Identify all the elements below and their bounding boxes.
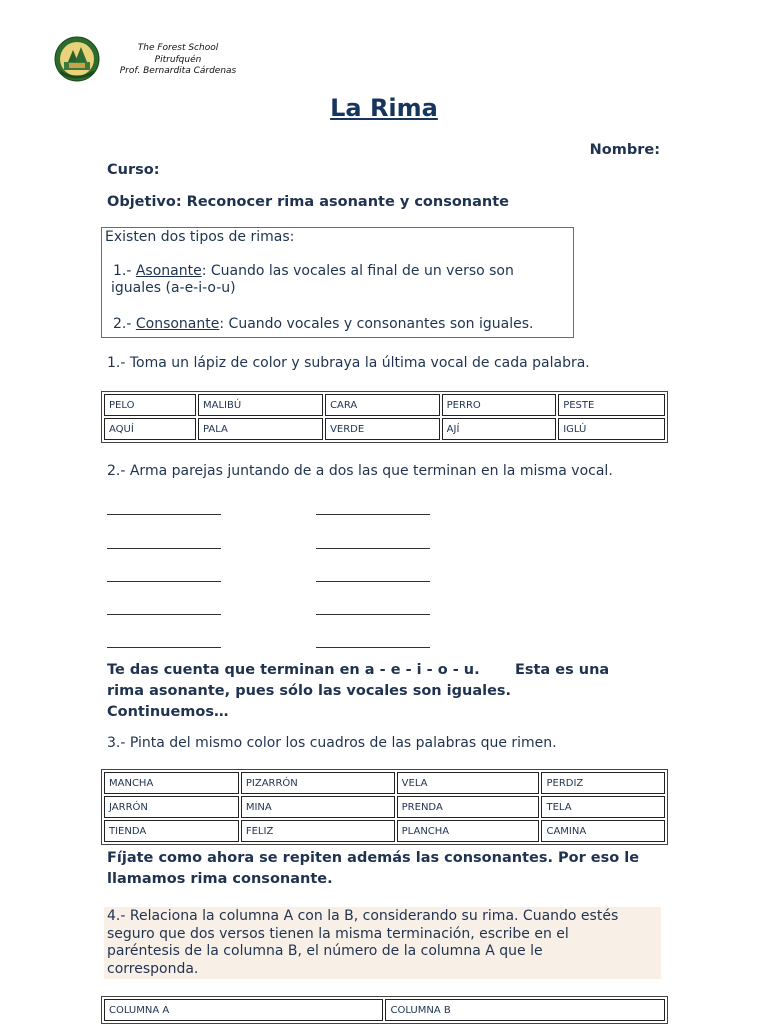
- table-row: [104, 772, 665, 794]
- exercise4-instruction: [104, 907, 661, 979]
- objetivo-label: Objetivo: Reconocer rima asonante y consonante: [107, 194, 509, 210]
- table-cell: VERDE: [325, 418, 440, 440]
- rhyme-types-box: [101, 227, 574, 338]
- answer-line[interactable]: [107, 614, 221, 615]
- instruction-line: paréntesis de la columna B, el número de la columna A que le: [107, 943, 543, 959]
- answer-line[interactable]: [107, 581, 221, 582]
- exercise1-table: [101, 391, 668, 443]
- table-cell: TELA: [541, 796, 665, 818]
- table-cell: PIZARRÓN: [241, 772, 395, 794]
- asonante-definition: [113, 263, 514, 280]
- table-cell: JARRÓN: [104, 796, 239, 818]
- answer-line[interactable]: [316, 614, 430, 615]
- school-city: Pitrufquén: [154, 54, 202, 65]
- exercise3-table: [101, 769, 668, 845]
- answer-line[interactable]: [107, 647, 221, 648]
- exercise2-instruction: 2.- Arma parejas juntando de a dos las que terminan en la misma vocal.: [107, 463, 613, 479]
- school-name: The Forest School: [137, 43, 219, 53]
- conclusion-line: Continuemos…: [107, 704, 229, 720]
- answer-line[interactable]: [316, 647, 430, 648]
- table-cell: PALA: [198, 418, 323, 440]
- table-cell: AQUÍ: [104, 418, 196, 440]
- box-intro: Existen dos tipos de rimas:: [105, 229, 295, 245]
- school-logo-icon: [54, 36, 100, 82]
- table-header-row: [104, 999, 665, 1021]
- table-cell: PRENDA: [397, 796, 540, 818]
- consonante-text: : Cuando vocales y consonantes son iguales.: [219, 316, 534, 332]
- table-cell: PLANCHA: [397, 820, 540, 842]
- answer-line[interactable]: [316, 581, 430, 582]
- asonante-conclusion: [107, 660, 667, 723]
- consonante-term: Consonante: [135, 316, 220, 332]
- instruction-line: corresponda.: [107, 960, 199, 977]
- column-a-header: COLUMNA A: [104, 999, 383, 1021]
- page-title: La Rima: [330, 94, 438, 122]
- curso-label: Curso:: [107, 162, 160, 178]
- instruction-line: seguro que dos versos tienen la misma terminación, escribe en el: [107, 925, 569, 942]
- table-cell: AJÍ: [442, 418, 557, 440]
- asonante-term: Asonante: [135, 263, 202, 279]
- school-info: [110, 43, 246, 78]
- table-cell: PESTE: [558, 394, 665, 416]
- consonante-number: 2.-: [113, 316, 136, 332]
- exercise3-instruction: 3.- Pinta del mismo color los cuadros de las palabras que rimen.: [107, 735, 557, 751]
- table-row: [104, 796, 665, 818]
- asonante-number: 1.-: [113, 263, 136, 279]
- table-cell: MANCHA: [104, 772, 239, 794]
- teacher-name: Prof. Bernardita Cárdenas: [119, 66, 237, 76]
- table-cell: PELO: [104, 394, 196, 416]
- asonante-definition-cont: iguales (a-e-i-o-u): [111, 280, 236, 296]
- table-row: [104, 418, 665, 440]
- table-cell: MALIBÚ: [198, 394, 323, 416]
- answer-line[interactable]: [107, 514, 221, 515]
- conclusion-line: Fíjate como ahora se repiten además las consonantes. Por eso le: [107, 850, 640, 866]
- consonante-conclusion: [107, 848, 667, 890]
- table-cell: MINA: [241, 796, 395, 818]
- answer-line[interactable]: [107, 548, 221, 549]
- column-b-header: COLUMNA B: [385, 999, 665, 1021]
- conclusion-line: Te das cuenta que terminan en a - e - i - o - u. Esta es una: [107, 662, 610, 678]
- exercise4-table: [101, 996, 668, 1024]
- consonante-definition: [113, 316, 533, 333]
- conclusion-line: rima asonante, pues sólo las vocales son iguales.: [107, 683, 512, 699]
- table-cell: CARA: [325, 394, 440, 416]
- table-cell: FELIZ: [241, 820, 395, 842]
- exercise1-instruction: 1.- Toma un lápiz de color y subraya la última vocal de cada palabra.: [107, 355, 590, 371]
- table-cell: CAMINA: [541, 820, 665, 842]
- asonante-text: : Cuando las vocales al final de un verso son: [201, 263, 514, 279]
- answer-line[interactable]: [316, 514, 430, 515]
- table-cell: TIENDA: [104, 820, 239, 842]
- answer-line[interactable]: [316, 548, 430, 549]
- table-row: [104, 394, 665, 416]
- table-row: [104, 820, 665, 842]
- conclusion-line: llamamos rima consonante.: [107, 871, 333, 887]
- table-cell: PERRO: [442, 394, 557, 416]
- table-cell: VELA: [397, 772, 540, 794]
- table-cell: IGLÚ: [558, 418, 665, 440]
- instruction-line: 4.- Relaciona la columna A con la B, considerando su rima. Cuando estés: [107, 908, 619, 924]
- table-cell: PERDIZ: [541, 772, 665, 794]
- nombre-label: Nombre:: [589, 142, 660, 158]
